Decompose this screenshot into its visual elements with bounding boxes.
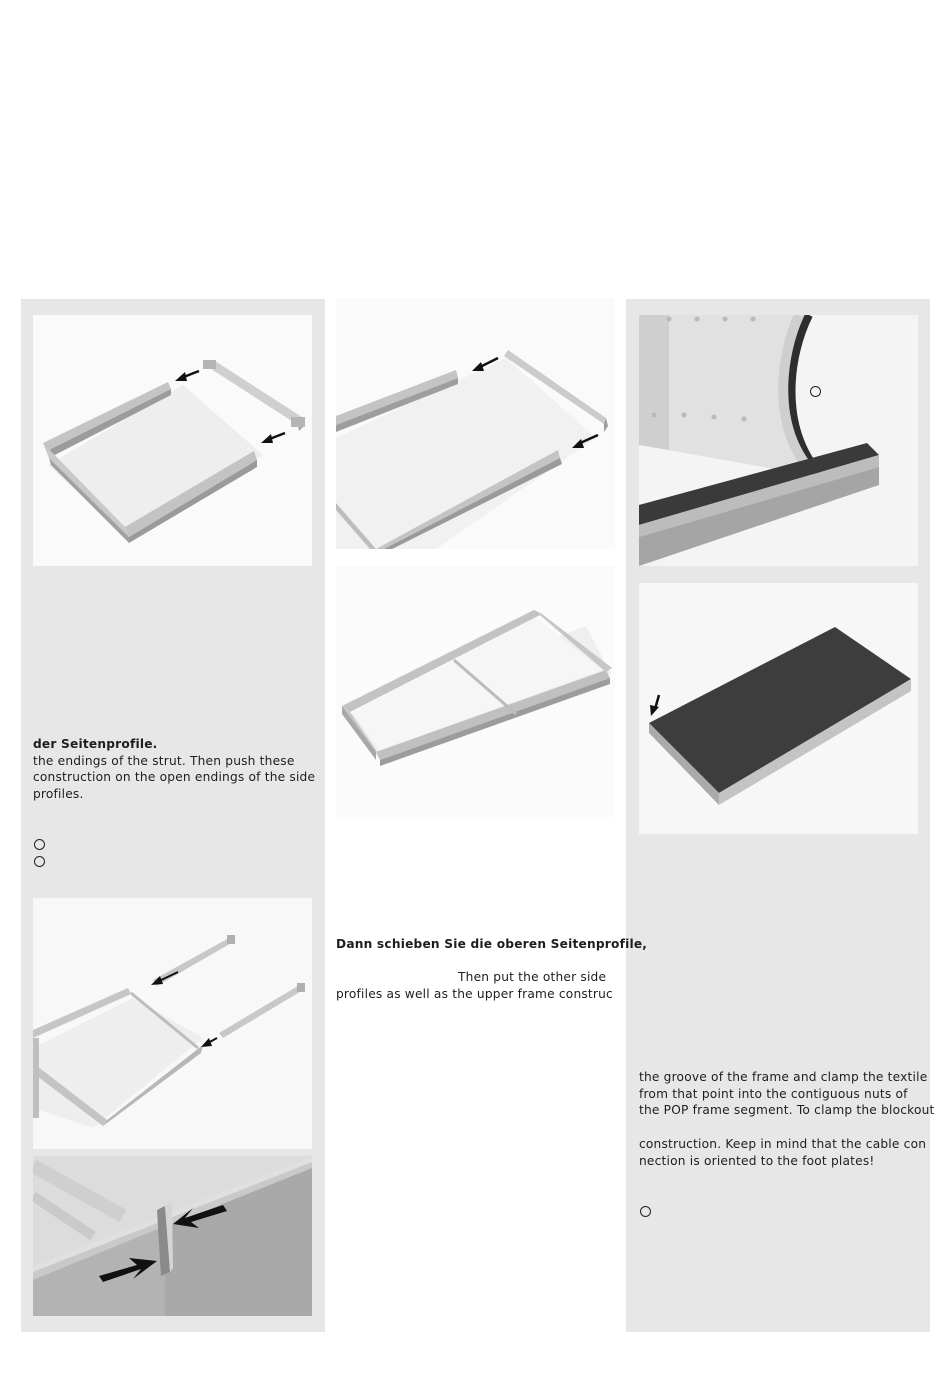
col2-line: profiles as well as the upper frame construc: [336, 987, 613, 1002]
blockout-textile-photo: [639, 583, 918, 834]
col1-heading: der Seitenprofile.: [33, 737, 158, 751]
col1-line: the endings of the strut. Then push these: [33, 753, 295, 768]
frame-assembly-photo-2: [33, 898, 312, 1149]
col1-line: profiles.: [33, 787, 84, 802]
frame-upper-profiles-illustration: [336, 298, 615, 549]
col2-line: Then put the other side: [458, 970, 607, 985]
step-circle-icon: [810, 386, 821, 397]
col2-text: [336, 936, 647, 1003]
frame-assembled-photo: [336, 566, 615, 817]
dark-textile-board-illustration: [639, 583, 918, 834]
col1-line: construction on the open endings of the side: [33, 770, 316, 785]
step-circle-icon: [640, 1206, 651, 1217]
col3-line: the POP frame segment. To clamp the blockout: [639, 1103, 935, 1118]
step-circle-icon: [34, 839, 45, 850]
col3-line: nection is oriented to the foot plates!: [639, 1153, 875, 1168]
step-circle-icon: [34, 856, 45, 867]
col3-line: construction. Keep in mind that the cable con: [639, 1136, 927, 1151]
col2-heading: Dann schieben Sie die oberen Seitenprofile,: [336, 937, 648, 951]
col3-line: from that point into the contiguous nuts of: [639, 1086, 908, 1101]
frame-assembly-photo-3: [336, 298, 615, 549]
col3-text: [639, 1069, 935, 1169]
col2-spacer: [336, 953, 647, 970]
frame-joint-closeup-photo: [33, 1156, 312, 1316]
col3-line: [639, 1119, 935, 1136]
col1-text: [33, 736, 315, 803]
textile-clamping-photo: [639, 315, 918, 566]
assembled-frame-illustration: [336, 566, 615, 817]
frame-open-ends-illustration: [33, 315, 312, 566]
profile-joint-closeup-illustration: [33, 1156, 312, 1316]
col3-line: the groove of the frame and clamp the textile: [639, 1070, 928, 1084]
frame-assembly-photo-1: [33, 315, 312, 566]
frame-strut-insertion-illustration: [33, 898, 312, 1149]
textile-roll-illustration: [639, 315, 918, 566]
